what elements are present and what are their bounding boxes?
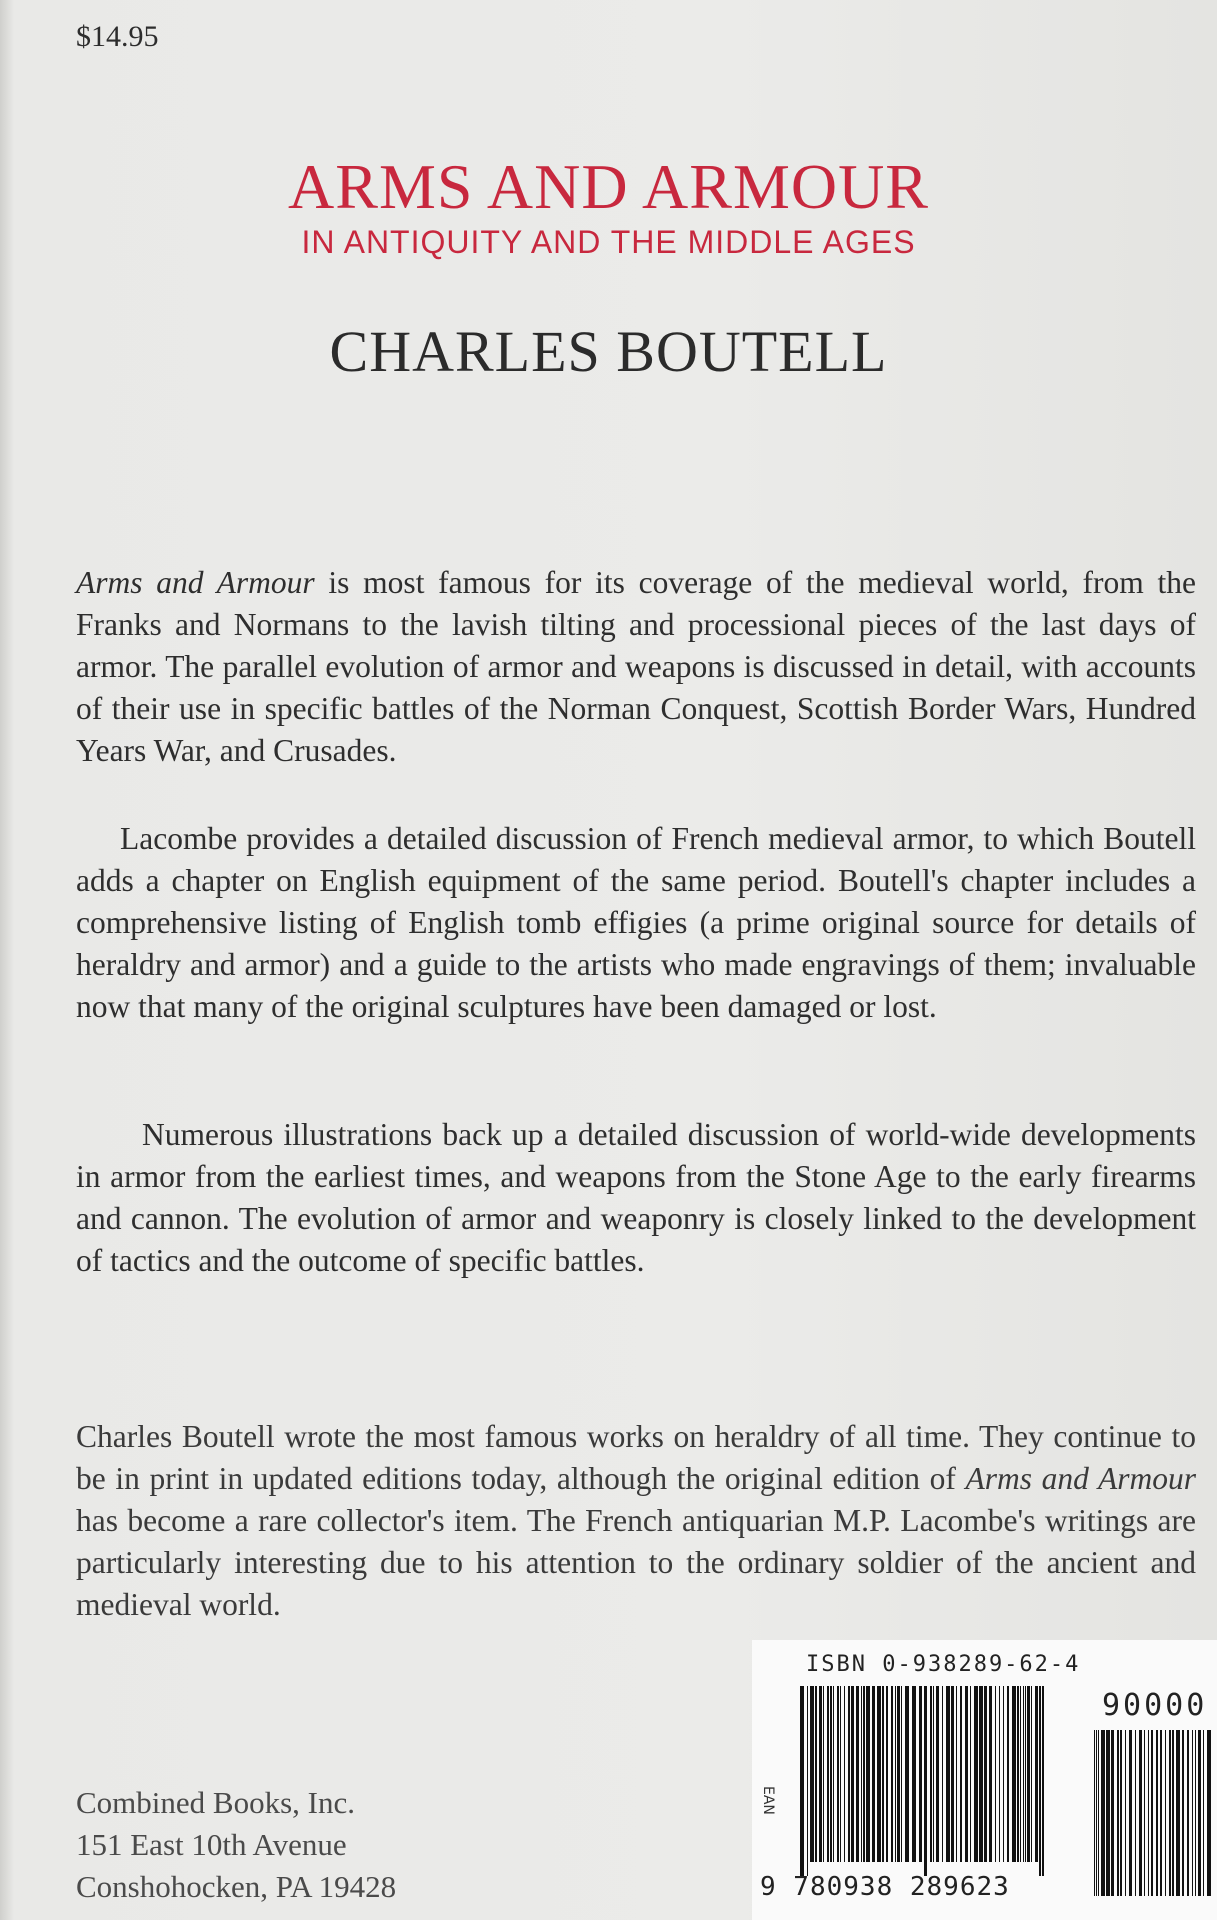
description-paragraph-2: Lacombe provides a detailed discussion of French medieval armor, to which Boutell adds a chapter on English equipment of the same period. Boutell's chapter includes a comprehensive listing of English tomb effigies (a prime original source for details of heraldry and armor) and a guide to the artists who made engravings of them; invaluable now that many of the original sculptures have been damaged or lost. <box>76 821 1196 1024</box>
paragraph-text: has become a rare collector's item. The French antiquarian M.P. Lacombe's writings are particularly interesting due to his attention to the ordinary soldier of the ancient and medieval world. <box>76 1503 1196 1622</box>
paragraph-text: Charles Boutell wrote the most famous works on heraldry of all time. They continue to be in print in updated editions today, although the original edition of <box>76 1419 1196 1496</box>
author-name: CHARLES BOUTELL <box>329 319 888 384</box>
price-addon-number: 90000 <box>1102 1688 1208 1723</box>
author-bio-paragraph <box>76 1416 1196 1626</box>
book-title-italic: Arms and Armour <box>965 1461 1196 1496</box>
isbn-label: ISBN 0-938289-62-4 <box>806 1652 1081 1677</box>
price-label: $14.95 <box>76 20 159 53</box>
barcode-panel <box>752 1640 1217 1920</box>
book-subtitle: IN ANTIQUITY AND THE MIDDLE AGES <box>301 224 916 260</box>
publisher-street: 151 East 10th Avenue <box>76 1827 347 1862</box>
ean-number: 9 780938 289623 <box>760 1872 1010 1902</box>
paragraph-text: is most famous for its coverage of the medieval world, from the Franks and Normans to the lavish tilting and processional pieces of the last days of armor. The parallel evolution of armor and weapons is discussed in detail, with accounts of their use in specific battles of the Norman Conquest, Scottish Border Wars, Hundred Years War, and Crusades. <box>76 565 1196 768</box>
description-paragraph-1 <box>76 562 1196 772</box>
description-paragraph-3: Numerous illustrations back up a detailed discussion of world-wide developments in armor from the earliest times, and weapons from the Stone Age to the early firearms and cannon. The evolution of armor and weaponry is closely linked to the development of tactics and the outcome of specific battles. <box>76 1117 1196 1278</box>
publisher-name: Combined Books, Inc. <box>76 1785 355 1820</box>
publisher-city: Conshohocken, PA 19428 <box>76 1869 397 1904</box>
book-title: ARMS AND ARMOUR <box>288 151 929 222</box>
publisher-address <box>76 1782 396 1908</box>
book-title-italic: Arms and Armour <box>76 565 315 600</box>
ean-barcode-icon <box>798 1686 1048 1876</box>
addon-barcode-icon <box>1092 1730 1212 1910</box>
ean-label: EAN <box>760 1785 776 1815</box>
